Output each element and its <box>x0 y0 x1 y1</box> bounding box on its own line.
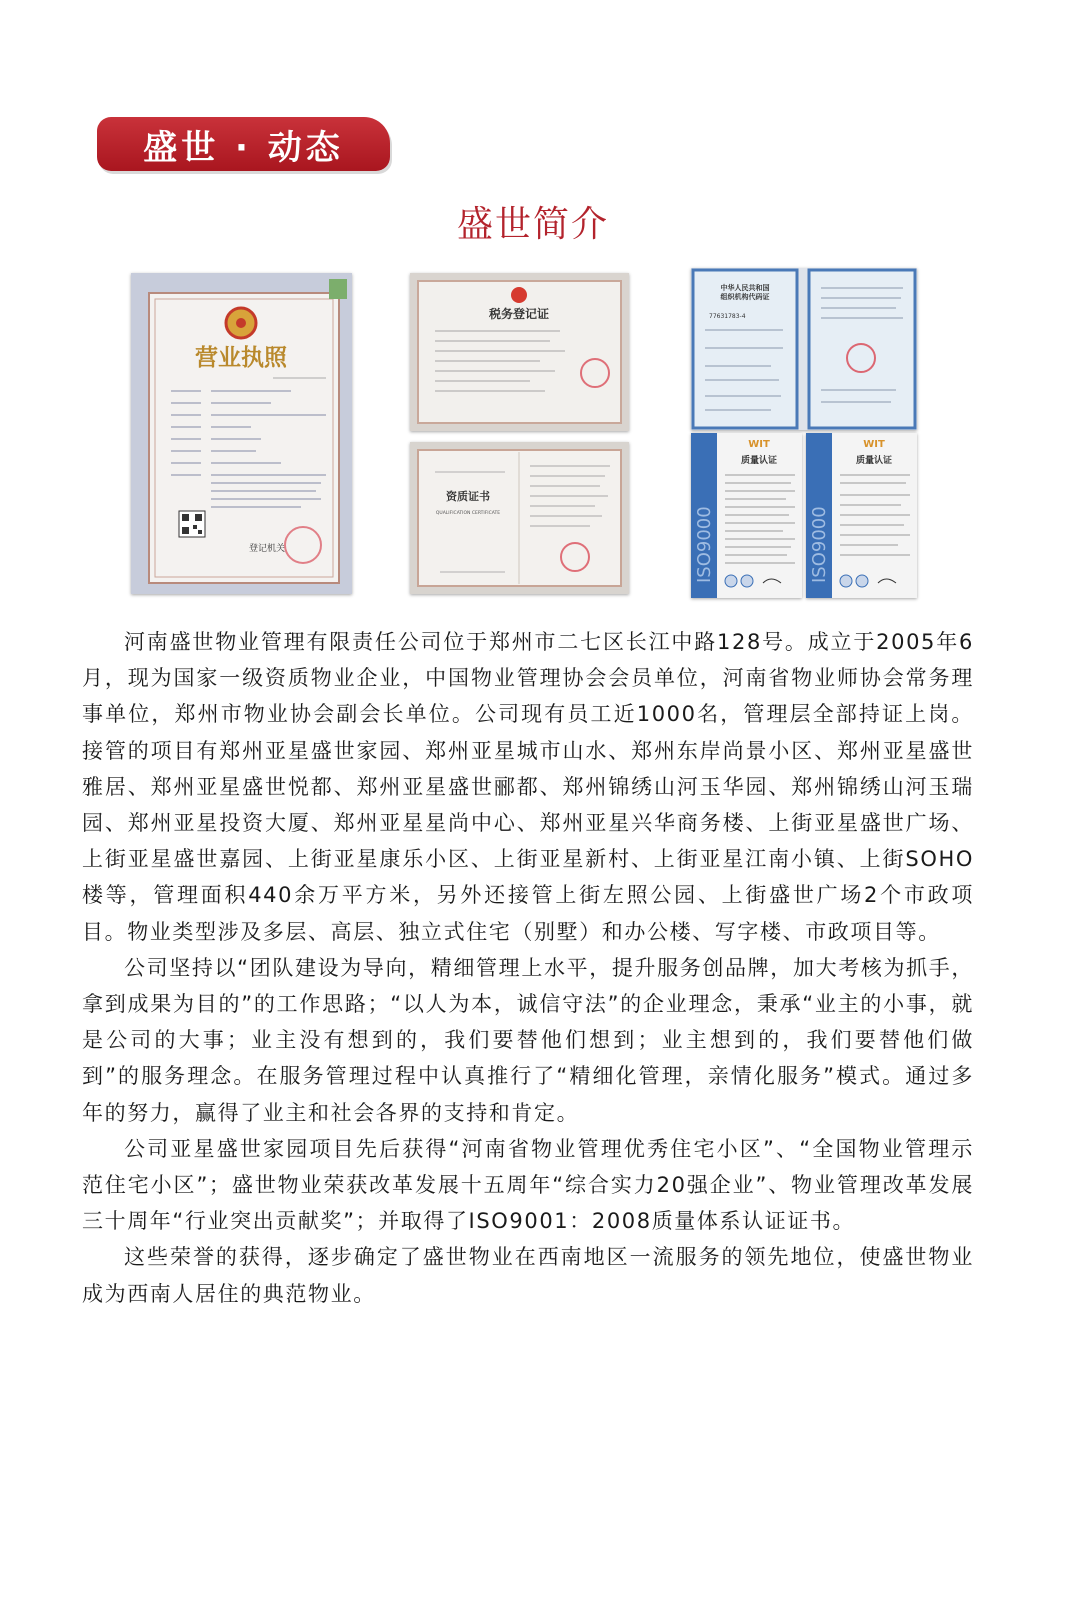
tax-registration-photo <box>410 273 629 431</box>
business-license-title: 营业执照 <box>195 345 287 371</box>
org-code-title: 中华人民共和国组织机构代码证 <box>720 284 770 301</box>
section-badge <box>97 117 390 171</box>
page-title: 盛世简介 <box>456 204 609 245</box>
intro-paragraph-4: 这些荣誉的获得，逐步确定了盛世物业在西南地区一流服务的领先地位，使盛世物业成为西南人居住的典范物业。 <box>82 1245 974 1306</box>
iso-certificate-1-photo <box>691 433 802 598</box>
registration-authority-label: 登记机关 <box>249 544 286 554</box>
intro-paragraph-1: 河南盛世物业管理有限责任公司位于郑州市二七区长江中路128号。成立于2005年6月，现为国家一级资质物业企业，中国物业管理协会会员单位，河南省物业师协会常务理事单位，郑州市物业协会副会长单位。公司现有员工近1000名，管理层全部持证上岗。接管的项目有郑州亚星盛世家园、郑州亚星城市山水、郑州东岸尚景小区、郑州亚星盛世雅居、郑州亚星盛世悦都、郑州亚星盛世郦都、郑州锦绣山河玉华园、郑州锦绣山河玉瑞园、郑州亚星投资大厦、郑州亚星星尚中心、郑州亚星兴华商务楼、上街亚星盛世广场、上街亚星盛世嘉园、上街亚星康乐小区、上街亚星新村、上街亚星江南小镇、上街SOHO楼等，管理面积440余万平方米，另外还接管上街左照公园、上街盛世广场2个市政项目。物业类型涉及多层、高层、独立式住宅（别墅）和办公楼、写字楼、市政项目等。 <box>82 630 974 944</box>
iso-2-vertical-label: ISO9000 <box>809 506 830 583</box>
intro-paragraph-2: 公司坚持以“团队建设为导向，精细管理上水平，提升服务创品牌，加大考核为抓手，拿到成果为目的”的工作思路；“以人为本，诚信守法”的企业理念，秉承“业主的小事，就是公司的大事；业主没有想到的，我们要替他们想到；业主想到的，我们要替他们做到”的服务理念。在服务管理过程中认真推行了“精细化管理，亲情化服务”模式。通过多年的努力，赢得了业主和社会各界的支持和肯定。 <box>82 955 974 1125</box>
org-code-number: 77631783-4 <box>709 313 746 320</box>
business-license-photo <box>131 273 352 594</box>
iso-2-brand: WIT <box>863 439 885 450</box>
company-introduction <box>82 624 974 1312</box>
qualification-subtitle: QUALIFICATION CERTIFICATE <box>435 511 501 516</box>
section-badge-label: 盛世 · 动态 <box>143 127 344 168</box>
iso-1-vertical-label: ISO9000 <box>694 506 715 583</box>
tax-registration-title: 税务登记证 <box>488 307 550 321</box>
org-code-certificate-photo <box>691 268 917 430</box>
qualification-title: 资质证书 <box>446 490 490 503</box>
iso-1-brand: WIT <box>748 439 770 450</box>
intro-paragraph-3: 公司亚星盛世家园项目先后获得“河南省物业管理优秀住宅小区”、“全国物业管理示范住宅小区”；盛世物业荣获改革发展十五周年“综合实力20强企业”、物业管理改革发展三十周年“行业突出贡献奖”；并取得了ISO9001：2008质量体系认证证书。 <box>82 1136 974 1234</box>
qualification-certificate-photo <box>410 442 629 594</box>
iso-2-title: 质量认证 <box>855 456 893 466</box>
iso-certificate-2-photo <box>806 433 917 598</box>
iso-1-title: 质量认证 <box>740 456 778 466</box>
